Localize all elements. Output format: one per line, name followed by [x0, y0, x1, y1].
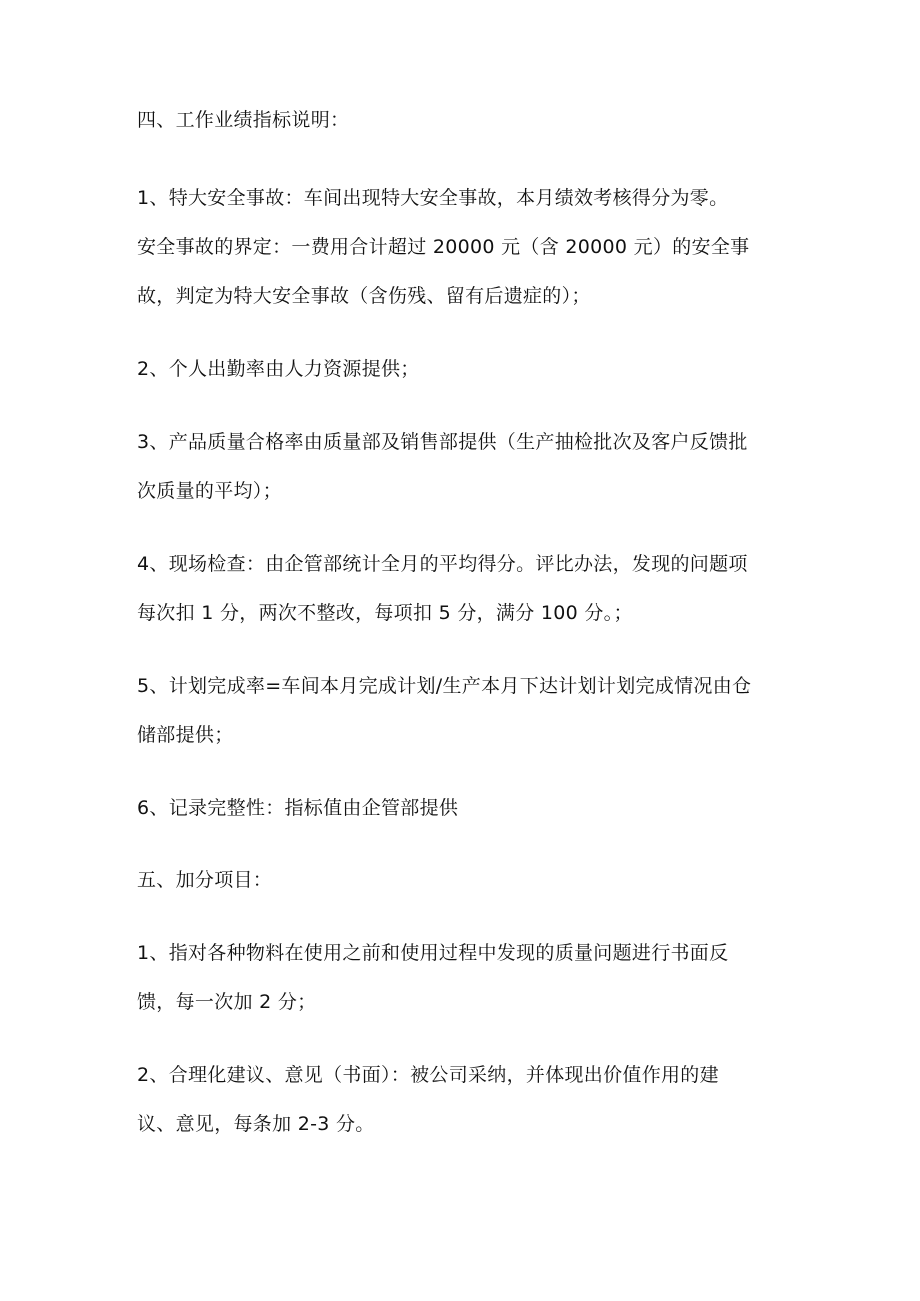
section-5-title: 五、加分项目：: [137, 869, 273, 891]
item-5-2-line-1: 2、合理化建议、意见（书面）：被公司采纳，并体现出价值作用的建: [137, 1064, 719, 1086]
item-4-5-line-1: 5、计划完成率=车间本月完成计划/生产本月下达计划计划完成情况由仓: [137, 675, 752, 697]
item-4-4-line-1: 4、现场检查：由企管部统计全月的平均得分。评比办法，发现的问题项: [137, 553, 748, 575]
item-5-2-line-2: 议、意见，每条加 2-3 分。: [137, 1113, 375, 1135]
item-5-1-line-2: 馈，每一次加 2 分；: [137, 991, 317, 1013]
item-4-4-line-2: 每次扣 1 分，两次不整改，每项扣 5 分，满分 100 分。；: [137, 602, 633, 624]
item-4-1-line-2: 安全事故的界定：一费用合计超过 20000 元（含 20000 元）的安全事: [137, 236, 750, 258]
item-4-1-line-1: 1、特大安全事故：车间出现特大安全事故，本月绩效考核得分为零。: [137, 187, 729, 209]
item-4-1-line-3: 故，判定为特大安全事故（含伤残、留有后遗症的）；: [137, 285, 591, 307]
section-4-title: 四、工作业绩指标说明：: [137, 109, 350, 131]
item-4-3-line-2: 次质量的平均）；: [137, 480, 282, 502]
item-5-1-line-1: 1、指对各种物料在使用之前和使用过程中发现的质量问题进行书面反: [137, 942, 729, 964]
item-4-5-line-2: 储部提供；: [137, 724, 234, 746]
item-4-3-line-1: 3、产品质量合格率由质量部及销售部提供（生产抽检批次及客户反馈批: [137, 431, 748, 453]
item-4-2-line-1: 2、个人出勤率由人力资源提供；: [137, 358, 420, 380]
item-4-6-line-1: 6、记录完整性：指标值由企管部提供: [137, 797, 459, 819]
